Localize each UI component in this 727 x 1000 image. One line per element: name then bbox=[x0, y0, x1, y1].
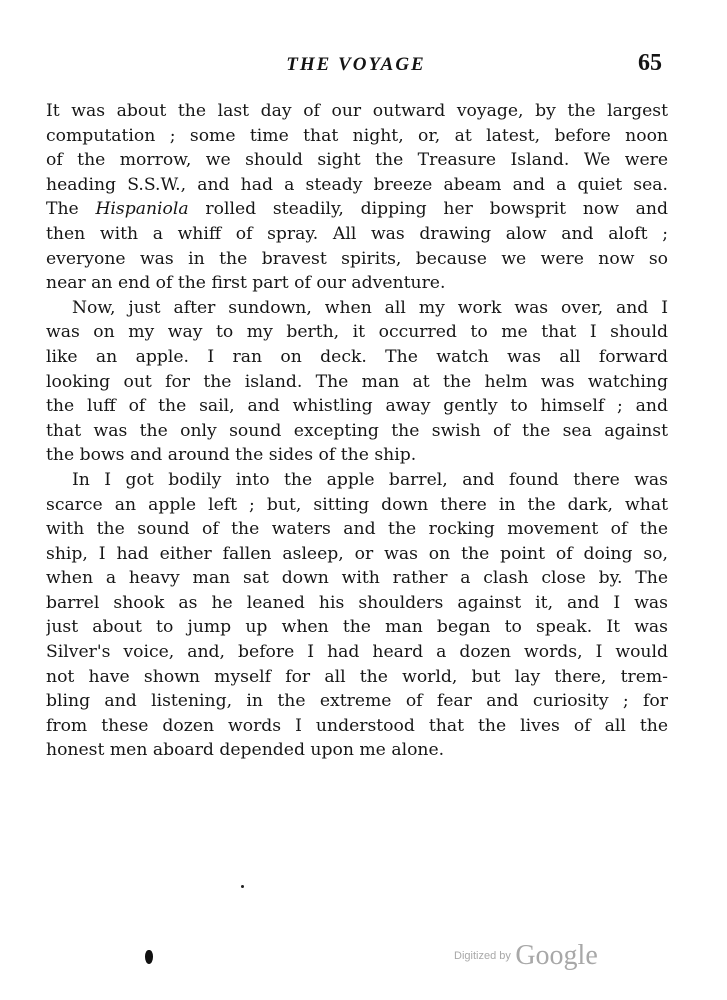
running-title: THE VOYAGE bbox=[286, 54, 426, 75]
text-line: Silver's voice, and, before I had heard a dozen words, I would bbox=[46, 642, 668, 663]
ship-name-italic: Hispaniola bbox=[95, 199, 189, 220]
body-text bbox=[46, 99, 668, 763]
text-line: when a heavy man sat down with rather a clash close by. The bbox=[46, 568, 668, 589]
text-line: of the morrow, we should sight the Treasure Island. We were bbox=[46, 150, 668, 171]
text-line: just about to jump up when the man began to speak. It was bbox=[46, 617, 668, 638]
text-line: like an apple. I ran on deck. The watch was all forward bbox=[46, 346, 668, 367]
text-line bbox=[46, 197, 668, 222]
text-line: computation ; some time that night, or, at latest, before noon bbox=[46, 125, 668, 146]
text-line: was on my way to my berth, it occurred to me that I should bbox=[46, 322, 668, 343]
text-line: ship, I had either fallen asleep, or was on the point of doing so, bbox=[46, 543, 668, 564]
text-line: looking out for the island. The man at the helm was watching bbox=[46, 371, 668, 392]
page-number: 65 bbox=[638, 50, 662, 76]
text-line: from these dozen words I understood that the lives of all the bbox=[46, 715, 668, 736]
text-line: It was about the last day of our outward voyage, by the largest bbox=[46, 101, 668, 121]
text-run: The bbox=[46, 199, 96, 220]
digitized-by-label: Digitized by bbox=[454, 950, 511, 962]
paragraph bbox=[46, 468, 668, 763]
text-run: rolled steadily, dipping her bowsprit now and bbox=[188, 199, 668, 220]
text-line: honest men aboard depended upon me alone. bbox=[46, 740, 445, 761]
text-line: barrel shook as he leaned his shoulders against it, and I was bbox=[46, 592, 668, 613]
text-line: the luff of the sail, and whistling away gently to himself ; and bbox=[46, 396, 668, 417]
page-header bbox=[46, 50, 666, 82]
text-line: with the sound of the waters and the rocking movement of the bbox=[46, 519, 668, 540]
ink-speck bbox=[241, 885, 244, 888]
text-line: near an end of the first part of our adventure. bbox=[46, 273, 446, 294]
text-line: not have shown myself for all the world, but lay there, trem- bbox=[46, 666, 668, 687]
ink-blot bbox=[145, 950, 153, 964]
paragraph bbox=[46, 296, 668, 468]
text-line: Now, just after sundown, when all my work was over, and I bbox=[72, 297, 668, 318]
text-line: In I got bodily into the apple barrel, and found there was bbox=[72, 469, 668, 490]
text-line: then with a whiff of spray. All was drawing alow and aloft ; bbox=[46, 223, 668, 244]
text-line: the bows and around the sides of the ship. bbox=[46, 445, 417, 466]
text-line: scarce an apple left ; but, sitting down there in the dark, what bbox=[46, 494, 668, 515]
text-line: everyone was in the bravest spirits, because we were now so bbox=[46, 248, 668, 269]
text-line: that was the only sound excepting the swish of the sea against bbox=[46, 420, 668, 441]
google-logo: Google bbox=[515, 940, 598, 971]
text-line: heading S.S.W., and had a steady breeze abeam and a quiet sea. bbox=[46, 174, 668, 195]
text-line: bling and listening, in the extreme of fear and curiosity ; for bbox=[46, 691, 668, 712]
paragraph bbox=[46, 99, 668, 296]
digitized-watermark bbox=[454, 940, 598, 972]
